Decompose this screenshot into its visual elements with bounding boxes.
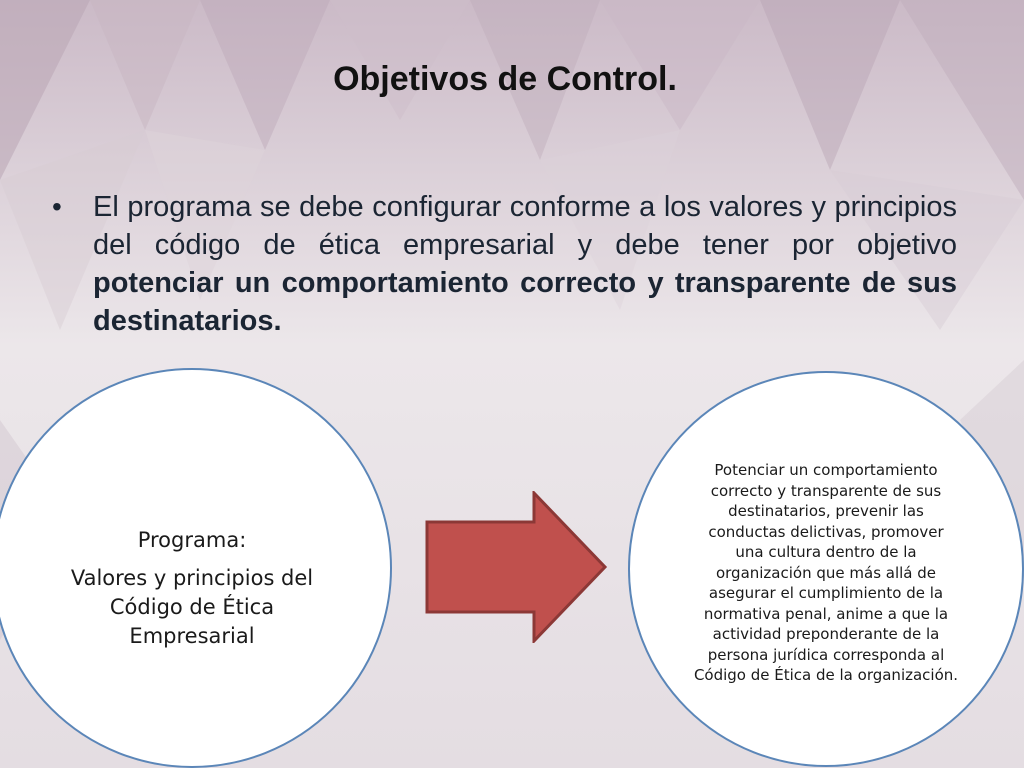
objective-circle-body: Potenciar un comportamiento correcto y transparente de sus destinatarios, prevenir las conductas delictivas, promover una cultura dentro de la organización que más allá de asegurar el cumplimiento de la normativa penal, anime a que la actividad preponderante de la persona jurídica corresponda al Código de Ética de la organización. (693, 461, 959, 685)
right-arrow-icon (424, 491, 608, 643)
program-circle-content (47, 526, 337, 651)
bullet-text-bold: potenciar un comportamiento correcto y transparente de sus destinatarios. (93, 267, 957, 337)
program-circle-heading: Programa: (137, 527, 247, 552)
bullet-text-plain: El programa se debe configurar conforme a los valores y principios del código de ética empresarial y debe tener por objetivo (93, 191, 957, 261)
program-circle (0, 368, 392, 768)
program-circle-body: Valores y principios del Código de Ética Empresarial (70, 565, 314, 648)
slide-title: Objetivos de Control. (333, 60, 677, 98)
bullet-marker: • (52, 191, 62, 222)
bullet-point (52, 188, 957, 340)
bullet-text (93, 188, 957, 340)
objective-circle (628, 371, 1024, 767)
